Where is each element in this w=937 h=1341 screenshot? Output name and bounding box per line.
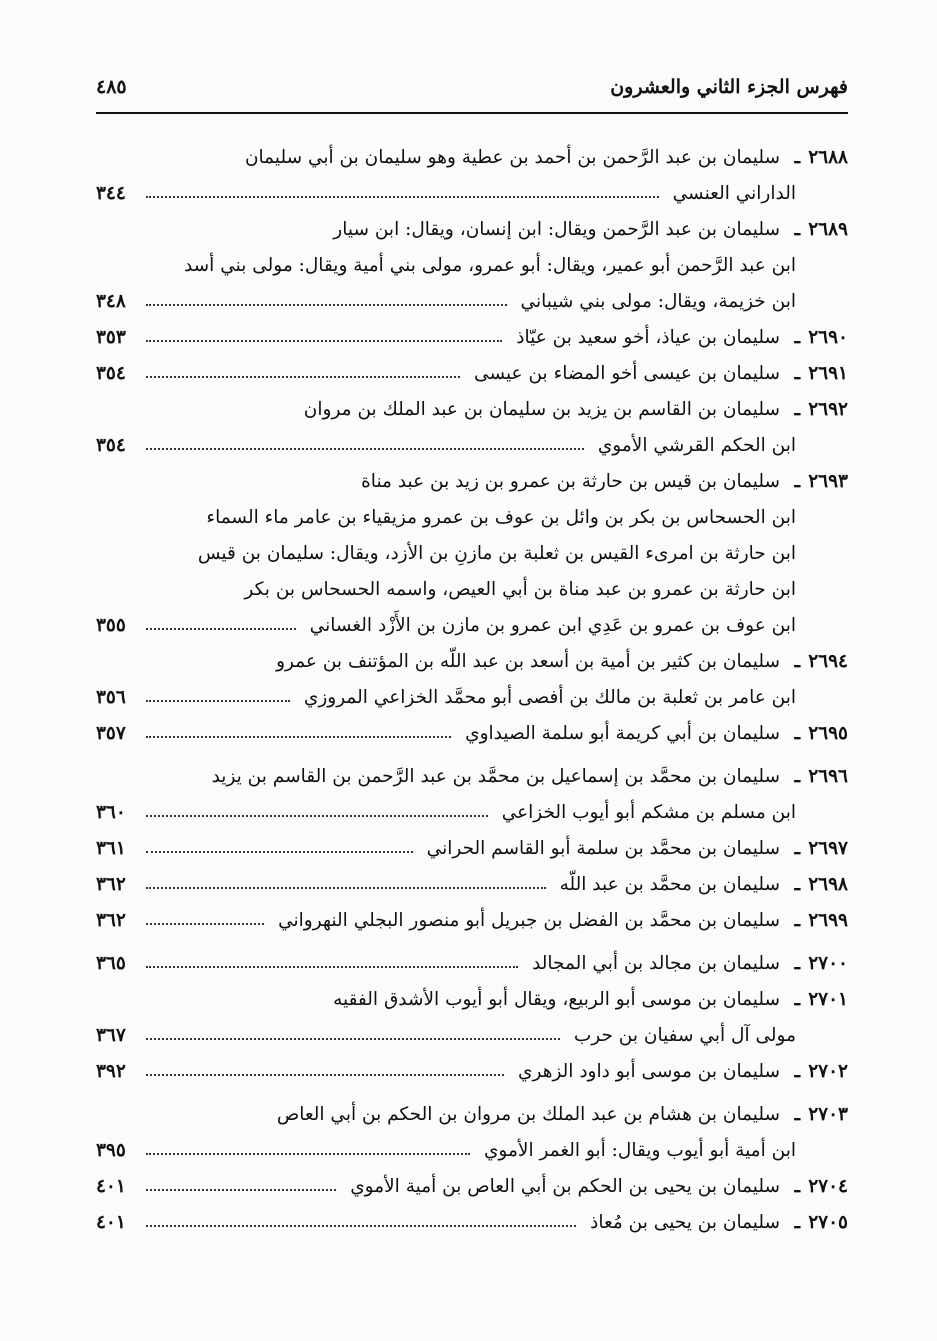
entry-number: ٢٧٠٠ — [808, 953, 848, 974]
dot-leader — [146, 700, 290, 702]
entry-text: ابن عوف بن عمرو بن عَدِي ابن عمرو بن مازن بن الأَزْد الغساني — [309, 615, 796, 636]
entry-dash: ـ — [794, 147, 800, 168]
entry-page-ref: ٤٠١ — [96, 1212, 126, 1233]
entry-page-ref: ٣٥٣ — [96, 327, 126, 348]
index-entry — [96, 716, 848, 752]
entry-dash: ـ — [794, 989, 800, 1010]
entry-number: ٢٦٩٠ — [808, 327, 848, 348]
entry-number: ٢٦٩٧ — [808, 838, 848, 859]
entry-dash: ـ — [794, 766, 800, 787]
dot-leader — [146, 628, 296, 630]
dot-leader — [146, 923, 264, 925]
index-entry-continuation — [96, 500, 848, 536]
entry-page-ref: ٣٥٤ — [96, 363, 126, 384]
entry-number: ٢٧٠٣ — [808, 1104, 848, 1125]
dot-leader — [146, 966, 518, 968]
entry-number: ٢٦٩٩ — [808, 910, 848, 931]
entry-dash: ـ — [794, 471, 800, 492]
entry-page-ref: ٣٤٨ — [96, 291, 126, 312]
entry-number: ٢٦٩٥ — [808, 723, 848, 744]
dot-leader — [146, 1225, 576, 1227]
entry-text: سليمان بن كثير بن أمية بن أسعد بن عبد اللّه بن المؤتنف بن عمرو — [276, 651, 780, 672]
index-entry — [96, 903, 848, 939]
index-entry-continuation — [96, 176, 848, 212]
entry-number: ٢٦٨٩ — [808, 219, 848, 240]
entry-text: سليمان بن عبد الرَّحمن بن أحمد بن عطية وهو سليمان بن أبي سليمان — [244, 147, 780, 168]
entry-text: ابن عامر بن ثعلبة بن مالك بن أفصى أبو محمَّد الخزاعي المروزي — [303, 687, 796, 708]
index-entry-continuation — [96, 428, 848, 464]
entry-number: ٢٧٠٤ — [808, 1176, 848, 1197]
entry-text: الداراني العنسي — [672, 183, 796, 204]
entry-dash: ـ — [794, 1104, 800, 1125]
entry-page-ref: ٣٩٢ — [96, 1061, 126, 1082]
entry-number: ٢٦٩٢ — [808, 399, 848, 420]
index-entry-continuation — [96, 536, 848, 572]
entry-dash: ـ — [794, 723, 800, 744]
entry-text: ابن حارثة بن عمرو بن عبد مناة بن أبي العيص، واسمه الحسحاس بن بكر — [244, 579, 796, 600]
entry-dash: ـ — [794, 1176, 800, 1197]
entry-page-ref: ٣٥٧ — [96, 723, 126, 744]
index-entry — [96, 356, 848, 392]
index-entry-continuation — [96, 572, 848, 608]
dot-leader — [146, 887, 546, 889]
index-entries — [96, 140, 848, 1241]
index-entry — [96, 1054, 848, 1090]
entry-page-ref: ٣٦٢ — [96, 910, 126, 931]
entry-text: ابن خزيمة، ويقال: مولى بني شيباني — [520, 291, 796, 312]
entry-text: ابن أمية أبو أيوب ويقال: أبو الغمر الأموي — [483, 1140, 796, 1161]
index-entry-continuation — [96, 1018, 848, 1054]
entry-page-ref: ٣٩٥ — [96, 1140, 126, 1161]
entry-text: سليمان بن موسى أبو داود الزهري — [518, 1061, 780, 1082]
entry-page-ref: ٣٦٧ — [96, 1025, 126, 1046]
dot-leader — [146, 1153, 470, 1155]
index-entry — [96, 464, 848, 500]
entry-number: ٢٦٩١ — [808, 363, 848, 384]
entry-number: ٢٦٩٣ — [808, 471, 848, 492]
entry-text: سليمان بن هشام بن عبد الملك بن مروان بن الحكم بن أبي العاص — [276, 1104, 780, 1125]
entry-number: ٢٦٨٨ — [808, 147, 848, 168]
entry-dash: ـ — [794, 874, 800, 895]
entry-page-ref: ٣٥٤ — [96, 435, 126, 456]
index-entry-continuation — [96, 795, 848, 831]
dot-leader — [146, 304, 507, 306]
entry-dash: ـ — [794, 953, 800, 974]
page-number: ٤٨٥ — [96, 76, 127, 98]
index-entry — [96, 1205, 848, 1241]
entry-text: سليمان بن محمَّد بن إسماعيل بن محمَّد بن عبد الرَّحمن بن القاسم بن يزيد — [211, 766, 780, 787]
entry-page-ref: ٣٦٥ — [96, 953, 126, 974]
entry-text: ابن الحكم القرشي الأموي — [597, 435, 796, 456]
entry-dash: ـ — [794, 838, 800, 859]
entry-text: سليمان بن القاسم بن يزيد بن سليمان بن عبد الملك بن مروان — [303, 399, 780, 420]
entry-text: مولى آل أبي سفيان بن حرب — [573, 1025, 796, 1046]
entry-text: ابن مسلم بن مشكم أبو أيوب الخزاعي — [501, 802, 796, 823]
dot-leader — [146, 196, 659, 198]
entry-number: ٢٧٠٥ — [808, 1212, 848, 1233]
entry-text: سليمان بن أبي كريمة أبو سلمة الصيداوي — [465, 723, 780, 744]
entry-text: سليمان بن محمَّد بن الفضل بن جبريل أبو منصور البجلي النهرواني — [278, 910, 780, 931]
index-entry — [96, 1097, 848, 1133]
index-entry-continuation — [96, 284, 848, 320]
entry-number: ٢٦٩٤ — [808, 651, 848, 672]
index-entry — [96, 946, 848, 982]
dot-leader — [146, 736, 451, 738]
entry-text: سليمان بن عيسى أخو المضاء بن عيسى — [474, 363, 780, 384]
entry-dash: ـ — [794, 327, 800, 348]
dot-leader — [146, 851, 413, 853]
dot-leader — [146, 376, 460, 378]
entry-page-ref: ٣٥٦ — [96, 687, 126, 708]
index-entry — [96, 831, 848, 867]
entry-text: سليمان بن محمَّد بن عبد اللّه — [559, 874, 780, 895]
index-entry — [96, 1169, 848, 1205]
entry-dash: ـ — [794, 363, 800, 384]
index-entry — [96, 140, 848, 176]
entry-page-ref: ٣٤٤ — [96, 183, 126, 204]
entry-text: سليمان بن مجالد بن أبي المجالد — [532, 953, 780, 974]
index-entry — [96, 392, 848, 428]
index-entry — [96, 320, 848, 356]
entry-dash: ـ — [794, 910, 800, 931]
entry-text: سليمان بن يحيى بن مُعاذ — [590, 1212, 780, 1233]
entry-text: ابن عبد الرَّحمن أبو عمير، ويقال: أبو عمرو، مولى بني أمية ويقال: مولى بني أسد — [183, 255, 796, 276]
entry-text: سليمان بن يحيى بن الحكم بن أبي العاص بن أمية الأموي — [350, 1176, 780, 1197]
entry-dash: ـ — [794, 1061, 800, 1082]
entry-dash: ـ — [794, 399, 800, 420]
entry-text: ابن حارثة بن امرىء القيس بن ثعلبة بن مازنِ بن الأزد، ويقال: سليمان بن قيس — [197, 543, 796, 564]
index-entry — [96, 867, 848, 903]
page-header — [96, 72, 848, 108]
dot-leader — [146, 340, 502, 342]
entry-number: ٢٦٩٨ — [808, 874, 848, 895]
dot-leader — [146, 1189, 336, 1191]
dot-leader — [146, 448, 584, 450]
header-rule — [96, 112, 848, 114]
entry-page-ref: ٤٠١ — [96, 1176, 126, 1197]
dot-leader — [146, 1074, 504, 1076]
entry-text: سليمان بن قيس بن حارثة بن عمرو بن زيد بن عبد مناة — [361, 471, 780, 492]
index-entry-continuation — [96, 608, 848, 644]
entry-page-ref: ٣٦٠ — [96, 802, 126, 823]
index-entry — [96, 644, 848, 680]
index-entry-continuation — [96, 1133, 848, 1169]
dot-leader — [146, 815, 488, 817]
entry-text: سليمان بن محمَّد بن سلمة أبو القاسم الحراني — [426, 838, 780, 859]
index-entry — [96, 212, 848, 248]
entry-dash: ـ — [794, 1212, 800, 1233]
entry-text: سليمان بن عياذ، أخو سعيد بن عيّاذ — [516, 327, 780, 348]
index-entry-continuation — [96, 248, 848, 284]
entry-dash: ـ — [794, 219, 800, 240]
entry-text: سليمان بن موسى أبو الربيع، ويقال أبو أيوب الأشدق الفقيه — [333, 989, 780, 1010]
page-title: فهرس الجزء الثاني والعشرون — [610, 76, 848, 98]
entry-dash: ـ — [794, 651, 800, 672]
index-entry — [96, 982, 848, 1018]
dot-leader — [146, 1038, 560, 1040]
index-entry — [96, 759, 848, 795]
entry-text: سليمان بن عبد الرَّحمن ويقال: ابن إنسان، ويقال: ابن سيار — [333, 219, 780, 240]
entry-number: ٢٧٠٢ — [808, 1061, 848, 1082]
entry-page-ref: ٣٦١ — [96, 838, 126, 859]
entry-page-ref: ٣٦٢ — [96, 874, 126, 895]
entry-number: ٢٧٠١ — [808, 989, 848, 1010]
entry-number: ٢٦٩٦ — [808, 766, 848, 787]
index-entry-continuation — [96, 680, 848, 716]
entry-text: ابن الحسحاس بن بكر بن وائل بن عوف بن عمرو مزيقياء بن عامر ماء السماء — [206, 507, 796, 528]
entry-page-ref: ٣٥٥ — [96, 615, 126, 636]
